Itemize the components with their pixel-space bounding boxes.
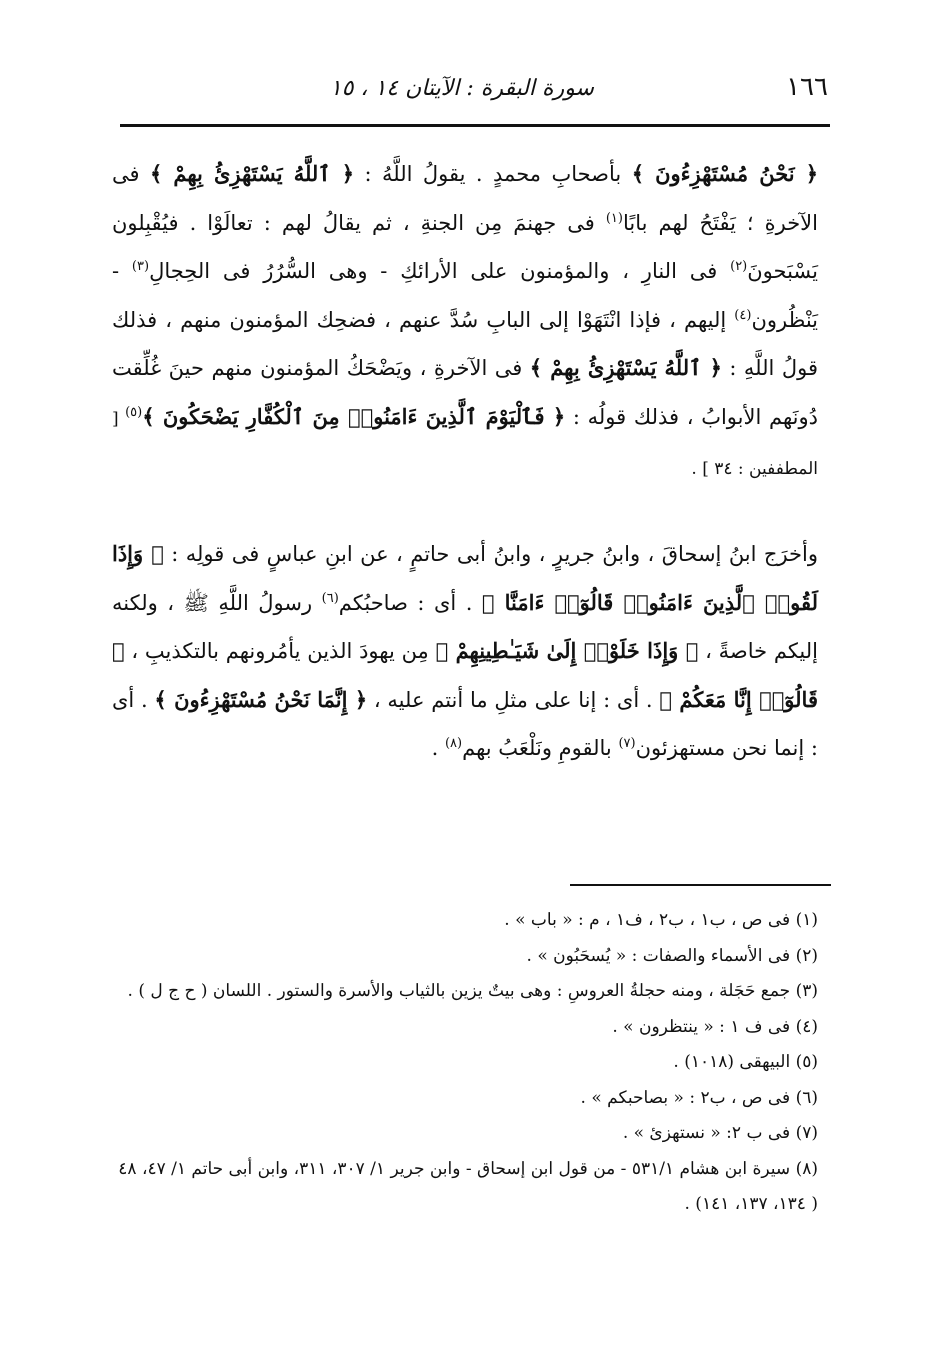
footnote-8: (٨) سيرة ابن هشام ٥٣١/١ - من قول ابن إسحاق - وابن جرير ١/ ٣٠٧، ٣١١، وابن أبى حاتم ١/ ٤٧، ٤٨ ( ١٣٤، ١٣٧، ١٤١) .: [118, 1158, 818, 1214]
footnote-ref: (٨): [444, 736, 463, 751]
footnote-6: (٦) فى ص ، ب٢ : « بصاحبكم » .: [580, 1087, 818, 1108]
text-run: وأخرَج ابنُ إسحاقَ ، وابنُ جريرٍ ، وابنُ أبى حاتمٍ ، عن ابنِ عباسٍ فى قولِه :: [163, 542, 818, 566]
quran-quote: ﴿ وَإِذَا خَلَوْا۟ إِلَىٰ شَيَـٰطِينِهِمْ ﴾: [435, 638, 699, 663]
quran-quote: ﴿ قَالُوٓا۟ إِنَّا مَعَكُمْ ﴾: [112, 638, 818, 712]
text-run: فى جهنمَ مِن الجنةِ ، ثم يقالُ لهم : تعالَوْا . فيُقْبِلون يَسْبَحونَ: [112, 210, 818, 283]
running-title: سورة البقرة : الآيتان ١٤ ، ١٥: [329, 76, 594, 101]
footnote-ref: (٢): [730, 259, 748, 274]
text-run: . أى : إنما نحن مستهزئون: [112, 687, 818, 760]
text-run: فى الآخرةِ ، ويَضْحَكُ المؤمنون منهم حينَ غُلِّقت دُونَهم الأبوابُ ، فذلك قولُه :: [112, 356, 818, 429]
text-run: . أى : إنا على مثلِ ما أنتم عليه ،: [367, 687, 660, 712]
paragraph-1: [112, 150, 818, 494]
page-header: [120, 72, 828, 112]
footnote-ref: (٦): [321, 590, 339, 606]
text-run: فى النارِ ، والمؤمنون على الأرائكِ - وهى السُّرُرُ فى الحِجالِ: [149, 259, 731, 283]
footnote-rule: [570, 884, 831, 886]
footnote-1: (١) فى ص ، ب١ ، ب٢ ، ف١ ، م : « باب » .: [504, 910, 818, 930]
footnote-ref: (٧): [618, 736, 636, 751]
text-run: . أى : صاحبُكم: [338, 590, 482, 615]
quran-quote: ﴿ ٱللَّهُ يَسْتَهْزِئُ بِهِمْ ﴾: [150, 161, 354, 186]
footnote-3: (٣) جمع حَجَلة ، ومنه حجلةُ العروسِ : وهى بيتٌ يزين بالثياب والأسرة والستور . اللسان ( ح ج ل ) .: [127, 981, 818, 1001]
quran-quote: ﴿ إِنَّمَا نَحْنُ مُسْتَهْزِءُونَ ﴾: [154, 686, 368, 712]
text-run: بأصحابِ محمدٍ . يقولُ اللَّهُ :: [354, 162, 632, 186]
footnote-7: (٧) فى ب ٢: « نستهزئ » .: [622, 1123, 818, 1143]
footnote-ref: (٤): [734, 307, 752, 323]
footnote-ref: (١): [605, 210, 623, 226]
text-run: رسولُ اللَّهِ ﷺ ، ولكنه إليكم خاصةً ،: [112, 590, 818, 663]
text-run: فى الآخرةِ ؛ يَفْتَحُ لهم بابًا: [112, 162, 818, 235]
header-rule: [120, 124, 830, 127]
footnote-4: (٤) فى ف ١ : « ينتظرون » .: [612, 1016, 818, 1037]
text-run: - يَنْظُرون: [112, 259, 818, 332]
page-number: ١٦٦: [786, 72, 828, 102]
footnote-ref: (٥): [125, 404, 143, 420]
text-run: بالقومِ ونَلْعَبُ بهم: [462, 736, 619, 760]
text-run: إليهم ، فإذا انْتَهَوْا إلى البابِ سُدَّ عنهم ، فضحِك المؤمنون منهم ، فذلك قولُ اللَّهِ :: [112, 307, 818, 380]
paragraph-2: [112, 530, 818, 773]
footnote-ref: (٣): [131, 259, 150, 274]
footnotes-list: [108, 903, 818, 1223]
text-run: مِن يهودَ الذين يأمُرونهم بالتكذيبِ ،: [124, 639, 436, 663]
verse-citation: [ المطففين : ٣٤ ] .: [112, 408, 818, 479]
footnote-2: (٢) فى الأسماء والصفات : « يُسحَبُون » .: [526, 945, 818, 966]
footnote-5: (٥) البيهقى (١٠١٨) .: [673, 1052, 818, 1072]
quran-quote: ﴿ ٱللَّهُ يَسْتَهْزِئُ بِهِمْ ﴾: [529, 355, 722, 380]
quran-quote: ﴿ فَٱلْيَوْمَ ٱلَّذِينَ ءَامَنُوا۟ مِنَ ٱلْكُفَّارِ يَضْحَكُونَ ﴾: [142, 403, 566, 429]
text-run: .: [431, 736, 445, 760]
quran-quote: ﴿ وَإِذَا لَقُوا۟ ٱلَّذِينَ ءَامَنُوا۟ قَالُوٓا۟ ءَامَنَّا ﴾: [112, 541, 819, 615]
quran-quote: ﴿ نَحْنُ مُسْتَهْزِءُونَ ﴾: [631, 161, 819, 186]
